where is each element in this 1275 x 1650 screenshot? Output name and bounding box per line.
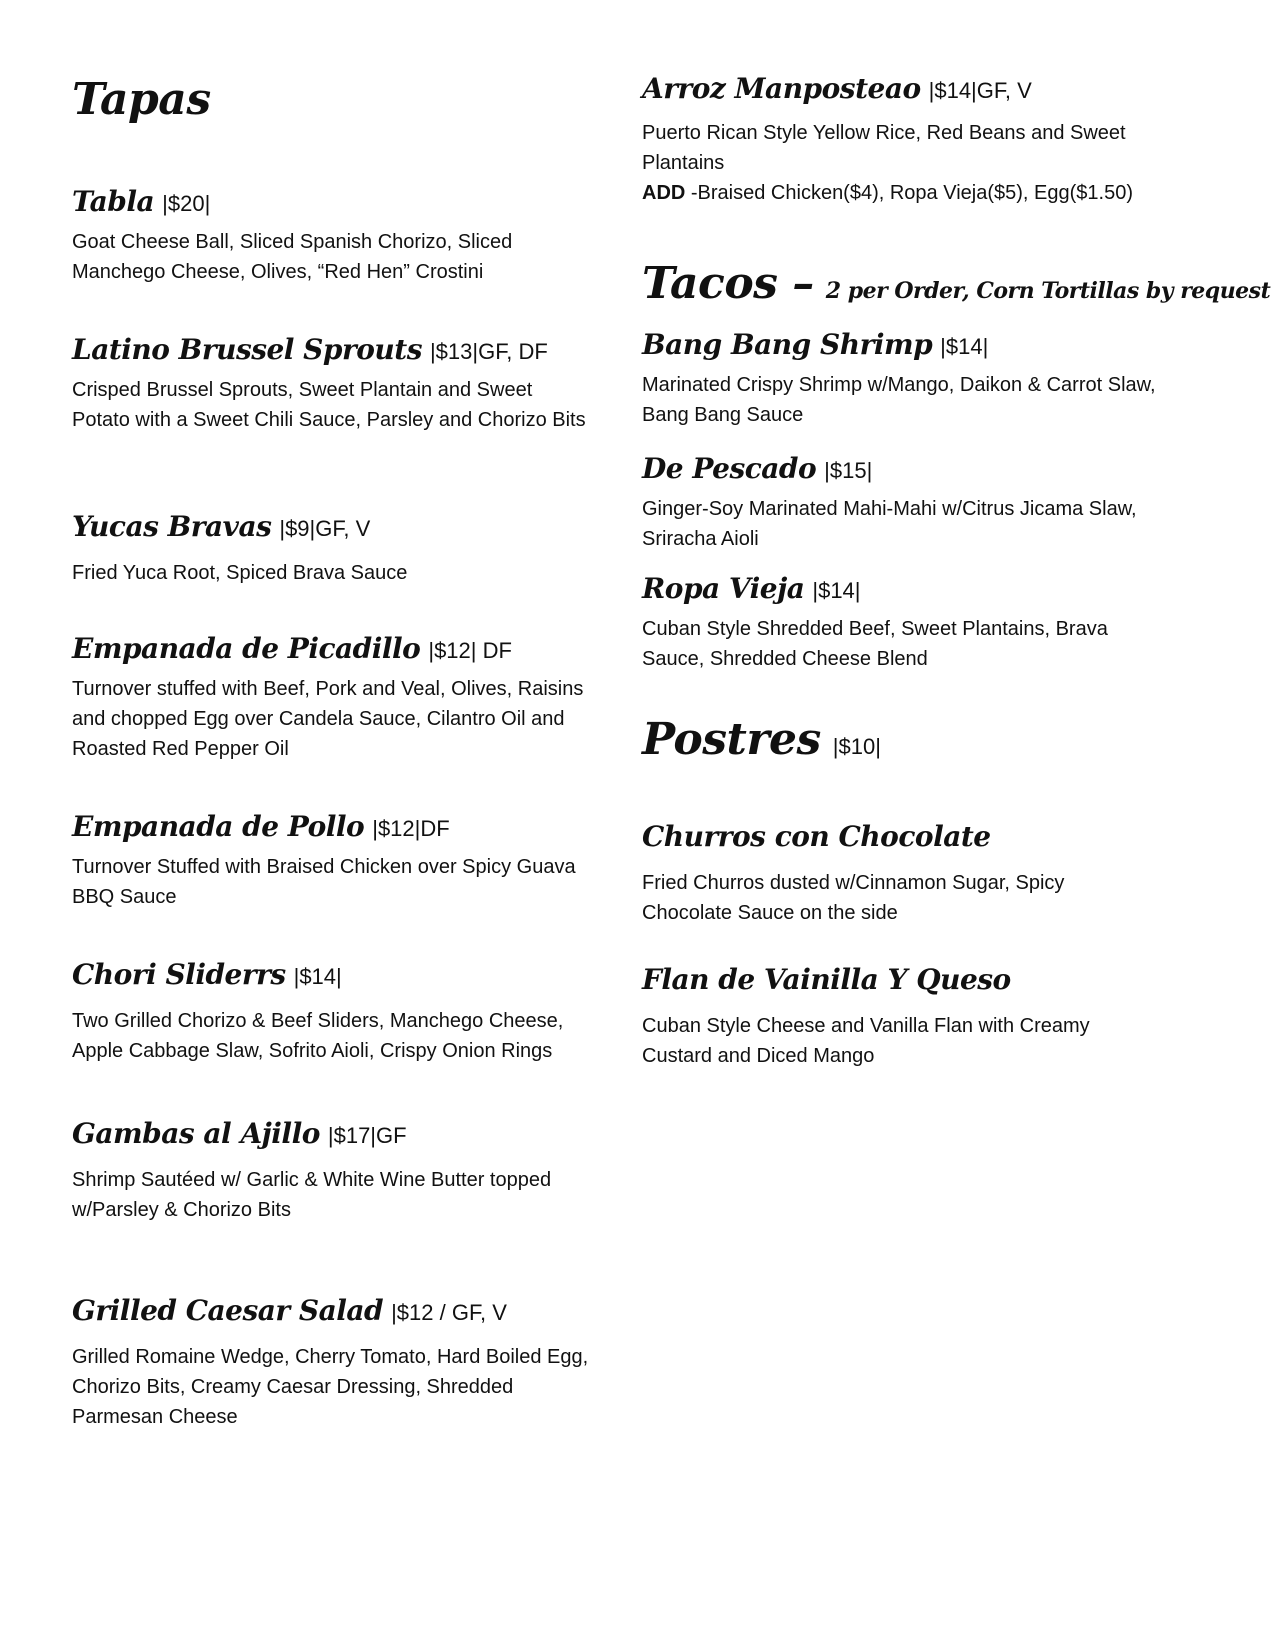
item-price: |$17|GF	[327, 1123, 407, 1148]
item-description: Ginger-Soy Marinated Mahi-Mahi w/Citrus Jicama Slaw, Sriracha Aioli	[642, 498, 1137, 550]
item-description: Turnover stuffed with Beef, Pork and Veal, Olives, Raisins and chopped Egg over Candela Sauce, Cilantro Oil and Roasted Red Pepper Oil	[72, 678, 584, 760]
menu-item-empanada-de-pollo	[72, 810, 592, 912]
item-description: Puerto Rican Style Yellow Rice, Red Beans and Sweet Plantains	[642, 122, 1126, 174]
postres-price: |$10|	[832, 734, 881, 759]
item-description: Turnover Stuffed with Braised Chicken over Spicy Guava BBQ Sauce	[72, 856, 576, 908]
item-name: Empanada de Pollo	[72, 810, 365, 843]
menu-item-grilled-caesar-salad	[72, 1294, 592, 1432]
menu-item-churros-con-chocolate	[642, 820, 1172, 928]
postres-header	[642, 714, 881, 765]
menu-item-latino-brussel-sprouts	[72, 333, 592, 435]
item-price: |$14|	[812, 578, 861, 603]
menu-item-bang-bang-shrimp	[642, 328, 1172, 430]
item-price: |$12| DF	[428, 638, 512, 663]
tacos-title: Tacos –	[642, 258, 814, 309]
menu-item-flan-de-vainilla-y-queso	[642, 963, 1172, 1071]
menu-item-ropa-vieja	[642, 572, 1172, 674]
item-description: Cuban Style Cheese and Vanilla Flan with Creamy Custard and Diced Mango	[642, 1015, 1090, 1067]
item-name: Grilled Caesar Salad	[72, 1294, 384, 1327]
item-description: Fried Yuca Root, Spiced Brava Sauce	[72, 562, 408, 584]
item-description: Crisped Brussel Sprouts, Sweet Plantain and Sweet Potato with a Sweet Chili Sauce, Parsley and Chorizo Bits	[72, 379, 586, 431]
menu-item-gambas-al-ajillo	[72, 1117, 592, 1225]
menu-item-arroz-manposteao	[642, 72, 1172, 208]
item-name: De Pescado	[642, 452, 817, 485]
item-price: |$13|GF, DF	[429, 339, 548, 364]
tacos-header	[642, 258, 1271, 309]
item-price: |$14|	[940, 334, 989, 359]
item-name: Gambas al Ajillo	[72, 1117, 320, 1150]
menu-item-de-pescado	[642, 452, 1172, 554]
item-name: Flan de Vainilla Y Queso	[642, 963, 1011, 996]
item-name: Chori Sliderrs	[72, 958, 286, 991]
menu-item-tabla	[72, 185, 592, 287]
item-name: Tabla	[72, 185, 155, 218]
menu-item-chori-sliderrs	[72, 958, 592, 1066]
add-label: ADD	[642, 182, 686, 204]
item-description: Goat Cheese Ball, Sliced Spanish Chorizo, Sliced Manchego Cheese, Olives, “Red Hen” Crostini	[72, 231, 513, 283]
item-description: Grilled Romaine Wedge, Cherry Tomato, Hard Boiled Egg, Chorizo Bits, Creamy Caesar Dressing, Shredded Parmesan Cheese	[72, 1346, 589, 1428]
item-description: Cuban Style Shredded Beef, Sweet Plantains, Brava Sauce, Shredded Cheese Blend	[642, 618, 1108, 670]
add-ons-text: -Braised Chicken($4), Ropa Vieja($5), Egg($1.50)	[685, 182, 1133, 204]
menu-item-yucas-bravas	[72, 510, 592, 588]
item-price: |$12 / GF, V	[391, 1300, 507, 1325]
item-name: Latino Brussel Sprouts	[72, 333, 422, 366]
tapas-title: Tapas	[72, 74, 211, 125]
item-description: Fried Churros dusted w/Cinnamon Sugar, Spicy Chocolate Sauce on the side	[642, 872, 1065, 924]
item-name: Ropa Vieja	[642, 572, 805, 605]
item-price: |$14|GF, V	[928, 78, 1032, 103]
item-description: Marinated Crispy Shrimp w/Mango, Daikon & Carrot Slaw, Bang Bang Sauce	[642, 374, 1156, 426]
postres-title: Postres	[642, 714, 821, 765]
item-name: Bang Bang Shrimp	[642, 328, 933, 361]
item-price: |$12|DF	[372, 816, 450, 841]
item-name: Arroz Manposteao	[642, 72, 921, 105]
item-price: |$14|	[293, 964, 342, 989]
item-price: |$9|GF, V	[279, 516, 371, 541]
add-ons-line	[642, 178, 1172, 208]
item-name: Empanada de Picadillo	[72, 632, 421, 665]
item-name: Yucas Bravas	[72, 510, 272, 543]
item-name: Churros con Chocolate	[642, 820, 991, 853]
item-description: Two Grilled Chorizo & Beef Sliders, Manchego Cheese, Apple Cabbage Slaw, Sofrito Aioli, Crispy Onion Rings	[72, 1010, 564, 1062]
item-price: |$15|	[824, 458, 873, 483]
menu-item-empanada-de-picadillo	[72, 632, 592, 764]
item-price: |$20|	[162, 191, 211, 216]
tacos-subtitle: 2 per Order, Corn Tortillas by request	[825, 278, 1271, 304]
item-description: Shrimp Sautéed w/ Garlic & White Wine Butter topped w/Parsley & Chorizo Bits	[72, 1169, 552, 1221]
